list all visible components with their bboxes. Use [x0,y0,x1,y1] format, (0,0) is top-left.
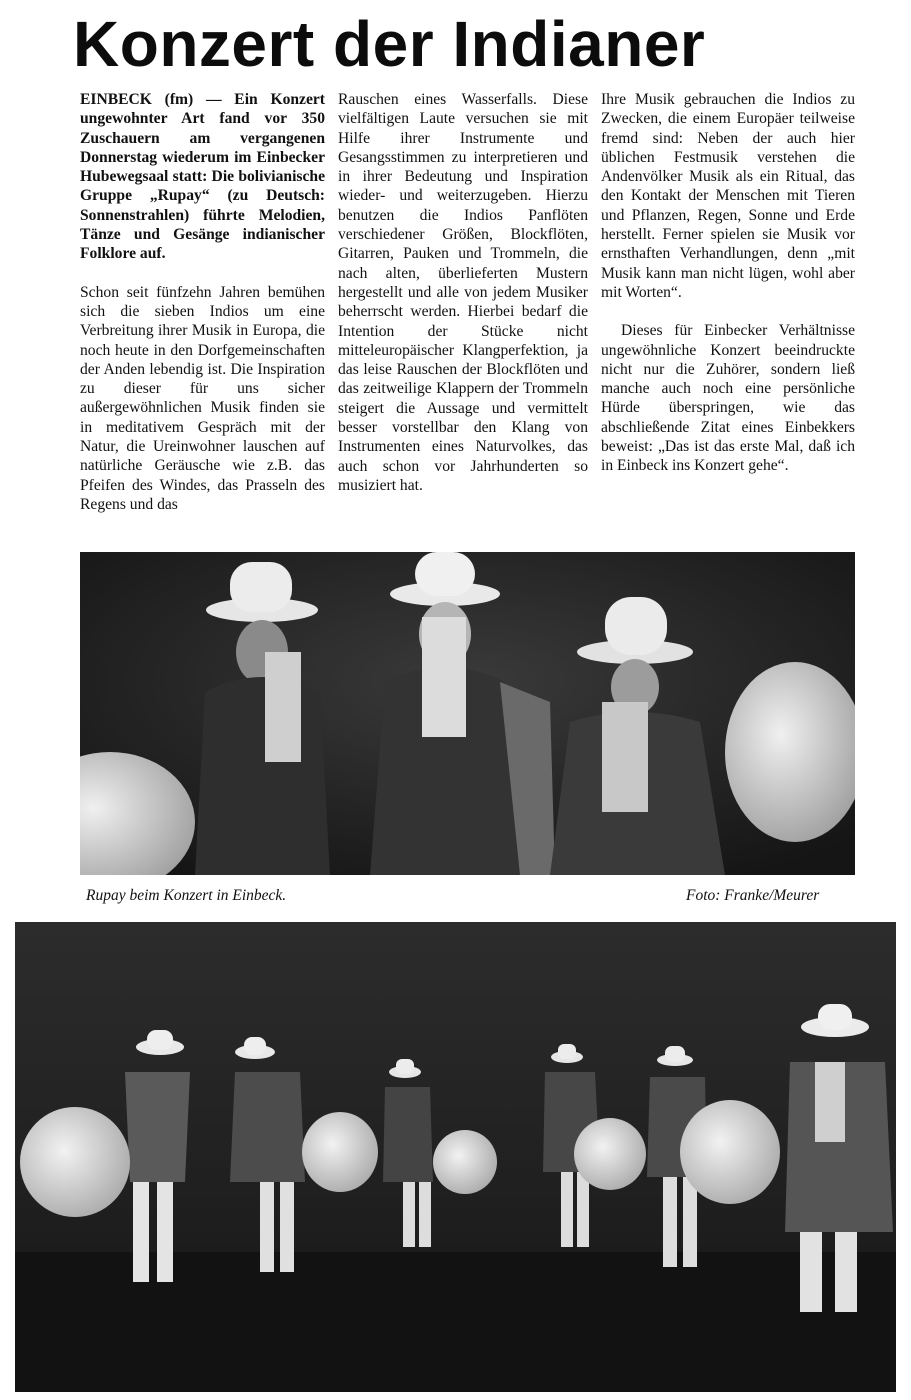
column-3 [601,90,855,476]
photo-musicians-closeup [80,552,855,875]
photo-group-on-stage [15,922,896,1392]
body-paragraph-3: Ihre Musik gebrauchen die Indios zu Zwecken, die einem Europäer teilweise fremd sind: Neben der auch hier üblichen Festmusik verstehen die Andenvölker Musik als ein Ritual, das den Kontakt der Menschen mit Tieren und Pflanzen, Regen, Sonne und Erde herstellt. Ferner spielen sie Musik vor ernsthaften Verhandlungen, denn „mit Musik kann man nicht lügen, wohl aber mit Worten“. [601,91,855,301]
photo-credit: Foto: Franke/Meurer [686,887,820,904]
photo-caption: Rupay beim Konzert in Einbeck. [86,887,287,904]
column-1 [80,90,325,514]
body-paragraph-1: Schon seit fünfzehn Jahren bemühen sich die sieben Indios um eine Verbreitung ihrer Musik in Europa, die noch heute in den Dorfgemeinschaften der Anden lebendig ist. Die Inspiration zu dieser für uns sicher außergewöhnlichen Musik finden sie in meditativem Gespräch mit der Natur, die Ureinwohner lauschen auf natürliche Geräusche wie z.B. das Pfeifen des Windes, das Prasseln des Regens und das [80,283,325,513]
headline: Konzert der Indianer [73,8,706,80]
column-2 [338,90,588,495]
lead-paragraph: EINBECK (fm) — Ein Konzert ungewohnter Art fand vor 350 Zuschauern am vergangenen Donnerstag wiederum im Einbecker Hubewegsaal statt: Die bolivianische Gruppe „Rupay“ (zu Deutsch: Sonnenstrahlen) führte Melodien, Tänze und Gesänge indianischer Folklore auf. [80,91,325,263]
body-paragraph-2: Rauschen eines Wasserfalls. Diese vielfältigen Laute versuchen sie mit Hilfe ihrer Instrumente und Gesangsstimmen zu interpretieren und in ihrer Bedeutung und Inspiration wieder- und weiterzugeben. Hierzu benutzen die Indios Panflöten verschiedener Größen, Blockflöten, Gitarren, Pauken und Trommeln, die nach alten, überlieferten Mustern hergestellt und alle von jedem Musiker beherrscht werden. Hierbei bedarf die Intention der Stücke nicht mitteleuropäischer Klangperfektion, ja das leise Rauschen der Blockflöten und das zeitweilige Klappern der Trommeln steigert die Aussage und vermittelt besser vorstellbar den Klang von Instrumenten eines Naturvolkes, das auch schon vor Jahrhunderten so musiziert hat. [338,91,588,494]
body-paragraph-4: Dieses für Einbecker Verhältnisse ungewöhnliche Konzert beeindruckte nicht nur die Zuhörer, sondern ließ manche auch noch eine persönliche Hürde überspringen, wie das abschließende Zitat eines Einbekkers beweist: „Das ist das erste Mal, daß ich in Einbeck ins Konzert gehe“. [601,322,855,475]
